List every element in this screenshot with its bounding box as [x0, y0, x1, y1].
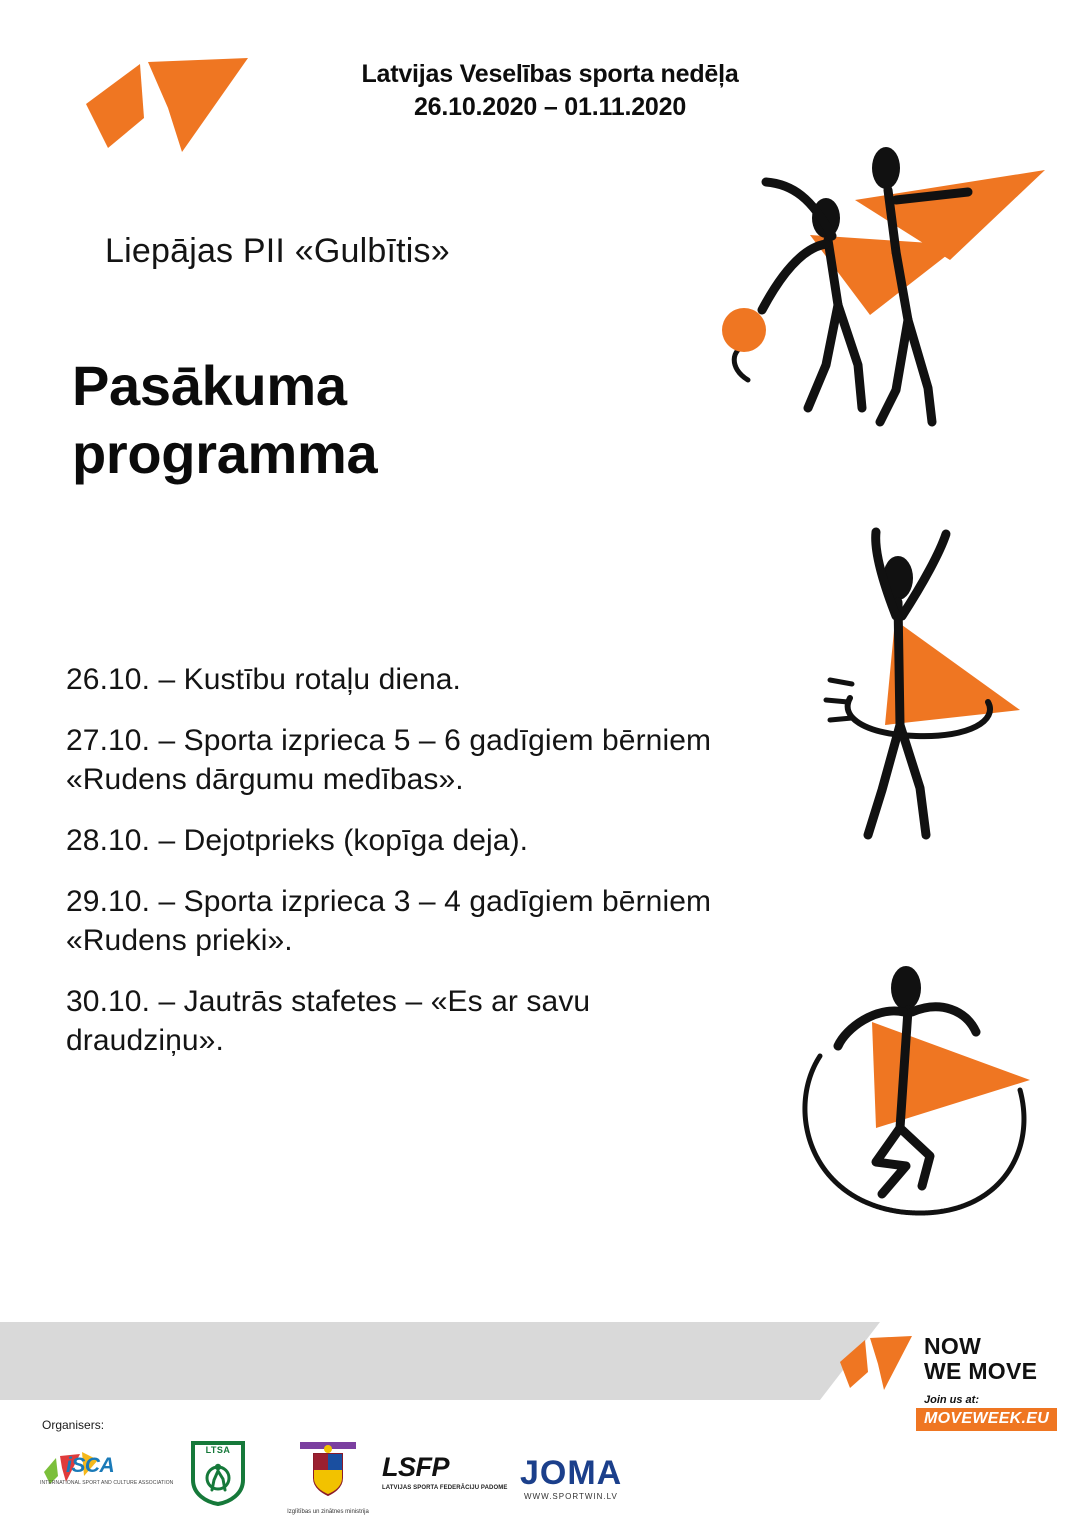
dancing-couple-illustration — [700, 140, 1060, 450]
lsfp-subtext: LATVIJAS SPORTA FEDERĀCIJU PADOME — [382, 1485, 508, 1491]
hula-hoop-figure-illustration — [790, 520, 1060, 860]
list-item: 26.10. – Kustību rotaļu diena. — [66, 663, 461, 696]
now-we-move-logo — [838, 1332, 1068, 1432]
now-we-move-arrow-icon — [838, 1332, 916, 1396]
nwm-join-label: Join us at: — [924, 1394, 980, 1406]
isca-subtext: INTERNATIONAL SPORT AND CULTURE ASSOCIATION — [40, 1480, 174, 1486]
sponsor-logo-row — [30, 1440, 670, 1520]
organisers-label: Organisers: — [42, 1418, 105, 1432]
list-item: 30.10. – Jautrās stafetes – «Es ar savu draudziņu». — [66, 985, 591, 1057]
lsfp-logo — [382, 1452, 512, 1500]
nwm-line2: WE MOVE — [924, 1357, 1038, 1384]
now-we-move-arrow-icon — [78, 52, 258, 162]
jump-rope-figure-illustration — [780, 950, 1060, 1250]
page-title — [270, 58, 830, 124]
list-item: 29.10. – Sporta izprieca 3 – 4 gadīgiem bērniem «Rudens prieki». — [66, 885, 712, 957]
main-heading-line1: Pasākuma — [72, 354, 347, 417]
joma-subtext: WWW.SPORTWIN.LV — [524, 1492, 618, 1501]
nwm-url-badge[interactable]: MOVEWEEK.EU — [916, 1408, 1057, 1431]
main-heading-line2: programma — [72, 422, 378, 486]
organisation-name: Liepājas PII «Gulbītis» — [105, 232, 450, 270]
footer-grey-shape — [0, 1322, 880, 1400]
nwm-line1: NOW — [924, 1333, 982, 1359]
now-we-move-wordmark — [924, 1334, 1037, 1384]
header-title-line2: 26.10.2020 – 01.11.2020 — [413, 93, 687, 121]
ltsa-logo — [190, 1440, 246, 1506]
joma-logo — [520, 1454, 670, 1500]
program-list — [66, 660, 756, 1082]
list-item: 27.10. – Sporta izprieca 5 – 6 gadīgiem bērniem «Rudens dārgumu medības». — [66, 724, 712, 796]
ltsa-wordmark: LTSA — [205, 1445, 231, 1455]
lsfp-wordmark: LSFP — [382, 1452, 450, 1482]
joma-wordmark: JOMA — [520, 1454, 623, 1492]
isca-logo — [40, 1450, 174, 1494]
ministry-logo — [280, 1440, 376, 1516]
list-item: 28.10. – Dejotprieks (kopīga deja). — [66, 824, 529, 857]
header-title-line1: Latvijas Veselības sporta nedēļa — [361, 60, 739, 88]
ministry-subtext: Izglītības un zinātnes ministrija — [287, 1508, 369, 1515]
main-heading — [72, 352, 377, 489]
isca-wordmark: iSCA — [66, 1454, 115, 1477]
